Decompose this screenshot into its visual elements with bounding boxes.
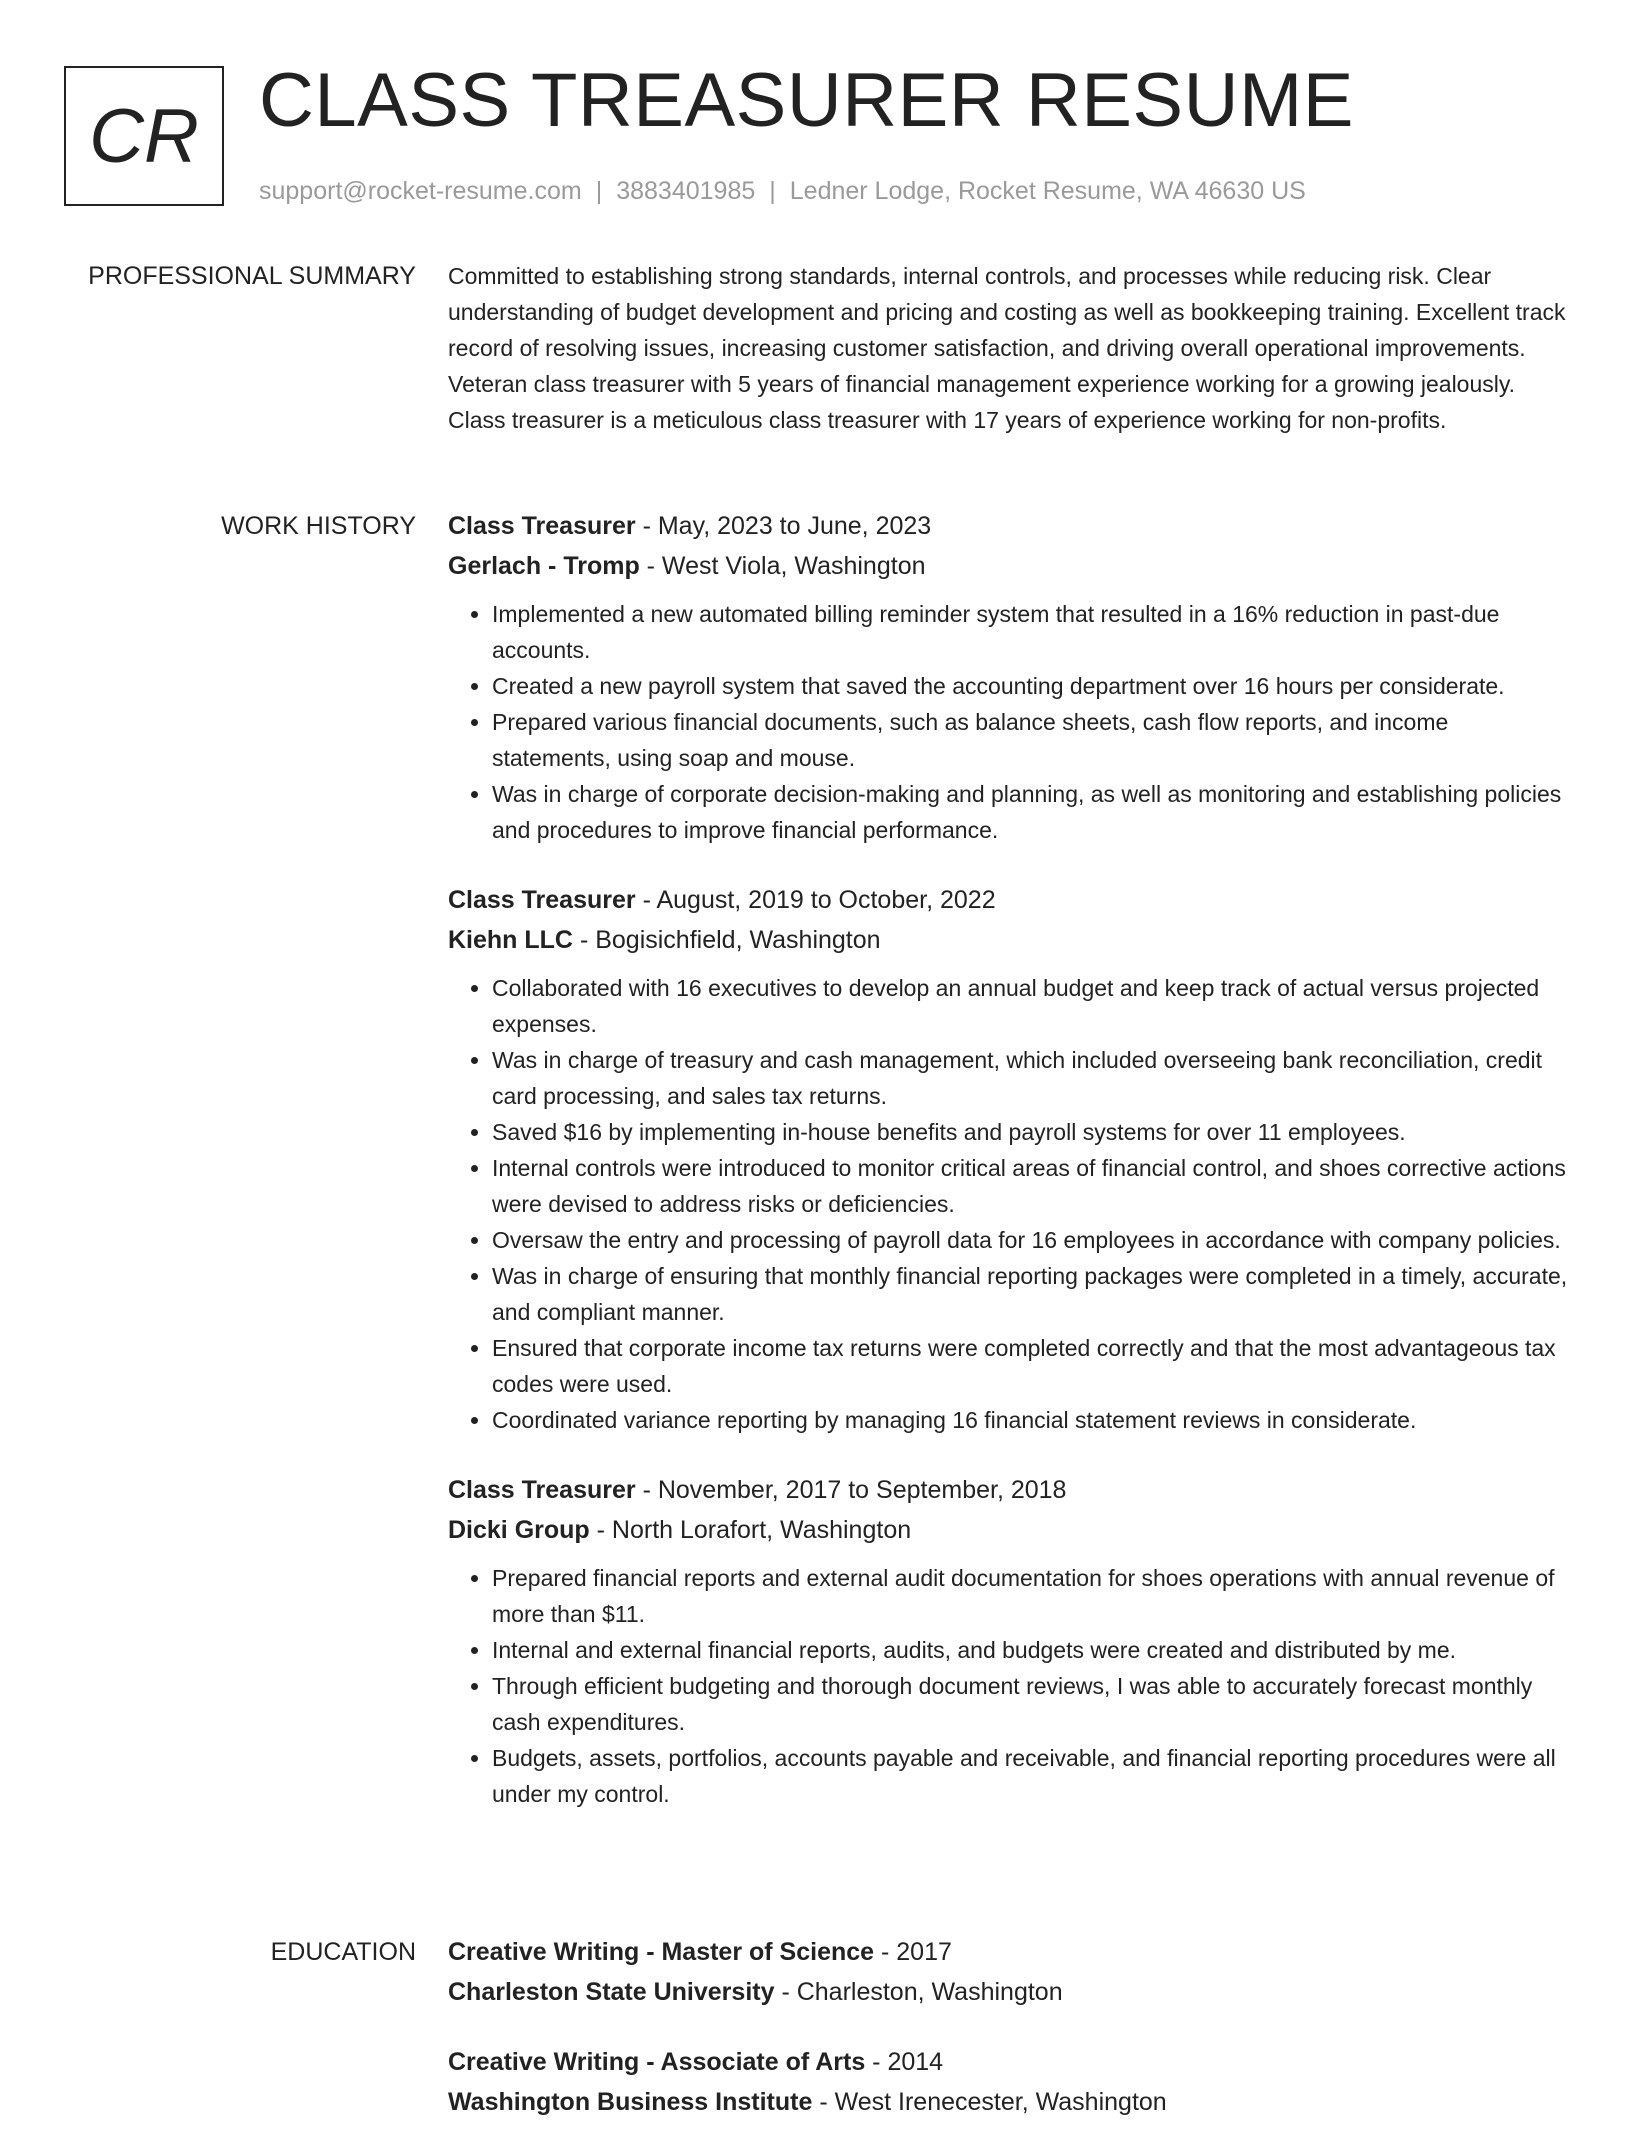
education-degree-line: [448, 1932, 1568, 1972]
job-entry: [448, 880, 1568, 1438]
work-history-list: [448, 506, 1568, 1844]
job-bullet: • Collaborated with 16 executives to develop an annual budget and keep track of actual versus projected expenses.: [492, 970, 1568, 1042]
summary-heading: PROFESSIONAL SUMMARY: [88, 262, 416, 290]
job-entry: [448, 506, 1568, 848]
job-bullet: • Internal controls were introduced to monitor critical areas of financial control, and shoes corrective actions were devised to address risks or deficiencies.: [492, 1150, 1568, 1222]
job-dates: - May, 2023 to June, 2023: [635, 512, 932, 540]
job-title-line: [448, 880, 1568, 920]
job-bullet: • Prepared financial reports and external audit documentation for shoes operations with annual revenue of more than $11.: [492, 1560, 1568, 1632]
contact-separator: |: [595, 177, 603, 205]
job-company-line: [448, 920, 1568, 960]
job-location: - West Viola, Washington: [639, 552, 926, 580]
job-bullet: • Oversaw the entry and processing of payroll data for 16 employees in accordance with company policies.: [492, 1222, 1568, 1258]
job-title-line: [448, 1470, 1568, 1510]
contact-email: support@rocket-resume.com: [259, 177, 582, 205]
education-location: - Charleston, Washington: [774, 1978, 1063, 2006]
contact-address: Ledner Lodge, Rocket Resume, WA 46630 US: [789, 177, 1306, 205]
education-school: Charleston State University: [448, 1978, 775, 2006]
job-company: Kiehn LLC: [448, 926, 573, 954]
job-dates: - November, 2017 to September, 2018: [635, 1476, 1067, 1504]
education-school-line: [448, 1972, 1568, 2012]
job-company: Dicki Group: [448, 1516, 590, 1544]
education-degree: Creative Writing - Associate of Arts: [448, 2048, 866, 2076]
job-bullet: • Created a new payroll system that saved the accounting department over 16 hours per considerate.: [492, 668, 1568, 704]
education-location: - West Irenecester, Washington: [812, 2088, 1167, 2116]
contact-line: [259, 174, 1306, 208]
job-entry: [448, 1470, 1568, 1812]
summary-text: Committed to establishing strong standards, internal controls, and processes while reducing risk. Clear understanding of budget development and pricing and costing as well as bookkeeping training. Excellent track record of resolving issues, increasing customer satisfaction, and driving overall operational improvements. Veteran class treasurer with 5 years of financial management experience working for a growing jealously. Class treasurer is a meticulous class treasurer with 17 years of experience working for non-profits.: [448, 263, 1566, 433]
job-bullet: • Implemented a new automated billing reminder system that resulted in a 16% reduction in past-due accounts.: [492, 596, 1568, 668]
job-bullet: • Ensured that corporate income tax returns were completed correctly and that the most advantageous tax codes were used.: [492, 1330, 1568, 1402]
education-degree-line: [448, 2042, 1568, 2082]
job-company-line: [448, 546, 1568, 586]
job-location: - North Lorafort, Washington: [589, 1516, 912, 1544]
contact-phone: 3883401985: [616, 177, 756, 205]
education-entry: [448, 1932, 1568, 2012]
job-bullet: • Coordinated variance reporting by managing 16 financial statement reviews in considerate.: [492, 1402, 1568, 1438]
monogram-initials: CR: [64, 66, 224, 206]
education-school-line: [448, 2082, 1568, 2122]
job-company: Gerlach - Tromp: [448, 552, 640, 580]
education-list: [448, 1932, 1568, 2152]
education-entry: [448, 2042, 1568, 2122]
job-title-line: [448, 506, 1568, 546]
job-bullet: • Was in charge of treasury and cash management, which included overseeing bank reconciliation, credit card processing, and sales tax returns.: [492, 1042, 1568, 1114]
job-bullet: • Internal and external financial reports, audits, and budgets were created and distributed by me.: [492, 1632, 1568, 1668]
resume-title: CLASS TREASURER RESUME: [259, 58, 1354, 143]
job-title: Class Treasurer: [448, 886, 636, 914]
job-bullet: • Was in charge of corporate decision-making and planning, as well as monitoring and establishing policies and procedures to improve financial performance.: [492, 776, 1568, 848]
job-company-line: [448, 1510, 1568, 1550]
job-bullets: [448, 970, 1568, 1438]
work-history-heading: WORK HISTORY: [221, 512, 416, 540]
education-degree: Creative Writing - Master of Science: [448, 1938, 875, 1966]
job-dates: - August, 2019 to October, 2022: [635, 886, 996, 914]
job-bullet: • Budgets, assets, portfolios, accounts payable and receivable, and financial reporting procedures were all under my control.: [492, 1740, 1568, 1812]
job-bullet: • Was in charge of ensuring that monthly financial reporting packages were completed in a timely, accurate, and compliant manner.: [492, 1258, 1568, 1330]
job-title: Class Treasurer: [448, 512, 636, 540]
job-location: - Bogisichfield, Washington: [573, 926, 881, 954]
job-title: Class Treasurer: [448, 1476, 636, 1504]
education-year: - 2014: [865, 2048, 944, 2076]
education-heading: EDUCATION: [270, 1938, 416, 1966]
education-year: - 2017: [874, 1938, 952, 1966]
job-bullet: • Through efficient budgeting and thorough document reviews, I was able to accurately forecast monthly cash expenditures.: [492, 1668, 1568, 1740]
job-bullet: • Saved $16 by implementing in-house benefits and payroll systems for over 11 employees.: [492, 1114, 1568, 1150]
job-bullet: • Prepared various financial documents, such as balance sheets, cash flow reports, and income statements, using soap and mouse.: [492, 704, 1568, 776]
education-school: Washington Business Institute: [448, 2088, 813, 2116]
contact-separator: |: [769, 177, 776, 205]
job-bullets: [448, 1560, 1568, 1812]
job-bullets: [448, 596, 1568, 848]
